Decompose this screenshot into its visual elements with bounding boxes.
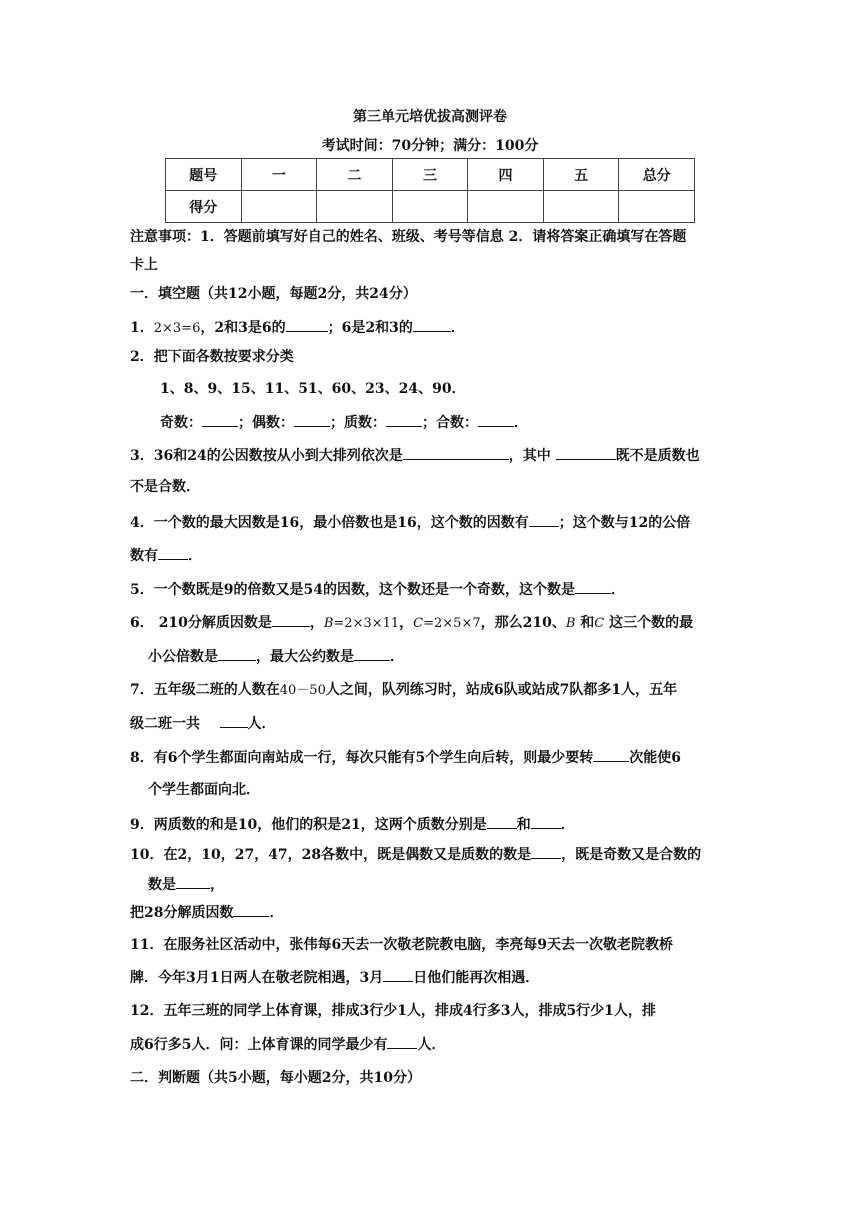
- score-header-cell: 三: [392, 159, 468, 191]
- section-heading-true-false: 二．判断题（共5小题，每小题2分，共10分）: [130, 1070, 421, 1086]
- question-10-cont: [130, 903, 730, 922]
- score-header-cell: 五: [543, 159, 619, 191]
- q1-text: ，2和3是6的: [200, 320, 286, 336]
- q10-text: 10．在2，10，27，47，28各数中，既是偶数又是质数的数是: [130, 847, 532, 863]
- q4-text: ；这个数与12的公倍: [558, 515, 691, 531]
- q12-text: 人．: [417, 1037, 446, 1053]
- q7-text: 级二班一共: [130, 716, 200, 732]
- answer-blank[interactable]: [387, 1035, 417, 1049]
- score-row-label: 得分: [166, 191, 242, 223]
- question-4: [130, 513, 730, 532]
- score-cell[interactable]: [543, 191, 619, 223]
- question-11-cont: [130, 968, 730, 987]
- q6-text: ，: [309, 615, 324, 631]
- answer-blank[interactable]: [531, 815, 561, 829]
- exam-subtitle: 考试时间：70分钟；满分：100分: [321, 138, 539, 154]
- q12-text: 成6行多5人．问：上体育课的同学最少有: [130, 1037, 388, 1053]
- q6-text: ，最大公约数是: [256, 649, 354, 665]
- answer-blank[interactable]: [529, 513, 559, 527]
- question-3: [130, 446, 730, 465]
- q2-label-odd: 奇数：: [160, 415, 202, 431]
- q1-text: ．: [450, 320, 465, 336]
- score-cell[interactable]: [468, 191, 544, 223]
- notice-line: 卡上: [130, 257, 158, 273]
- score-header-cell: 题号: [166, 159, 242, 191]
- question-3-cont: 不是合数．: [130, 479, 200, 495]
- q7-text: 人．: [247, 716, 276, 732]
- answer-blank[interactable]: [593, 748, 629, 762]
- q2-categories: [160, 413, 760, 432]
- q6-text: ，那么210、: [480, 615, 566, 631]
- q7-text: 人之间，队列练习时，站成6队或站成7队都多1人，五年: [325, 682, 678, 698]
- q6-text: 和: [575, 615, 595, 631]
- q5-text: 5．一个数既是9的倍数又是54的因数，这个数还是一个奇数，这个数是: [130, 582, 575, 598]
- q6-var-c: C: [413, 616, 424, 631]
- q1-math: 2×3=6: [153, 321, 201, 336]
- q6-math: =2×3×11: [333, 616, 400, 631]
- answer-blank[interactable]: [383, 968, 413, 982]
- q6-var-b: B: [565, 616, 576, 631]
- answer-blank[interactable]: [202, 413, 238, 427]
- q10-text: 数是: [148, 877, 176, 893]
- question-6: [130, 613, 730, 633]
- question-6-cont: [148, 647, 748, 666]
- answer-blank[interactable]: [176, 875, 210, 889]
- answer-blank[interactable]: [487, 815, 517, 829]
- q6-var-c: C: [594, 616, 605, 631]
- answer-blank[interactable]: [286, 318, 328, 332]
- q6-text: ．: [390, 649, 404, 665]
- question-1: [130, 318, 730, 338]
- q1-text: ；6是2和3的: [327, 320, 413, 336]
- q2-numbers: 1、8、9、15、11、51、60、23、24、90．: [160, 381, 466, 397]
- q2-label-prime: ；质数：: [330, 415, 386, 431]
- answer-blank[interactable]: [403, 446, 509, 460]
- answer-blank[interactable]: [556, 446, 616, 460]
- q9-text: 和: [516, 817, 531, 833]
- score-table-header-row: [166, 159, 695, 191]
- q6-text: 这三个数的最: [604, 615, 694, 631]
- question-9: [130, 815, 730, 834]
- question-7: [130, 681, 730, 700]
- q6-math: =2×5×7: [423, 616, 481, 631]
- question-12: 12．五年三班的同学上体育课，排成3行少1人，排成4行多3人，排成5行少1人，排: [130, 1003, 656, 1019]
- answer-blank[interactable]: [413, 318, 451, 332]
- question-2: 2．把下面各数按要求分类: [130, 349, 294, 365]
- score-table: [165, 158, 695, 223]
- section-heading-fill-blank: 一．填空题（共12小题，每题2分，共24分）: [130, 286, 417, 302]
- q6-text: 小公倍数是: [148, 649, 218, 665]
- q6-var-b: B: [323, 616, 334, 631]
- question-11: 11．在服务社区活动中，张伟每6天去一次敬老院教电脑，李亮每9天去一次敬老院教桥: [130, 937, 673, 953]
- q8-text: 8．有6个学生都面向南站成一行，每次只能有5个学生向后转，则最少要转: [130, 750, 594, 766]
- q2-text: ．: [514, 415, 528, 431]
- answer-blank[interactable]: [478, 413, 514, 427]
- answer-blank[interactable]: [233, 903, 269, 917]
- q4-text: 4．一个数的最大因数是16，最小倍数也是16，这个数的因数有: [130, 515, 529, 531]
- q10-text: ，既是奇数又是合数的: [561, 847, 702, 863]
- notice-line: 注意事项：1．答题前填写好自己的姓名、班级、考号等信息 2．请将答案正确填写在答题: [130, 229, 687, 245]
- q6-text: 6． 210分解质因数是: [130, 615, 272, 631]
- score-header-cell: 四: [468, 159, 544, 191]
- question-10-cont: [148, 875, 748, 894]
- q8-text: 次能使6: [629, 750, 681, 766]
- q6-text: ，: [399, 615, 414, 631]
- q11-text: 日他们能再次相遇．: [413, 970, 540, 986]
- score-cell[interactable]: [392, 191, 468, 223]
- question-12-cont: [130, 1035, 730, 1054]
- q3-text: ，其中: [508, 448, 556, 464]
- score-table-score-row: [166, 191, 695, 223]
- question-8: [130, 748, 730, 767]
- question-10: [130, 845, 730, 864]
- score-header-cell: 总分: [619, 159, 695, 191]
- q4-text: ．: [188, 548, 202, 564]
- q2-label-even: ；偶数：: [238, 415, 294, 431]
- q11-text: 牌．今年3月1日两人在敬老院相遇，3月: [130, 970, 384, 986]
- q10-text: ．: [269, 905, 284, 921]
- q10-text: 把28分解质因数: [130, 905, 234, 921]
- q7-math: 40－50: [279, 683, 326, 698]
- score-header-cell: 一: [241, 159, 317, 191]
- answer-blank[interactable]: [386, 413, 422, 427]
- answer-blank[interactable]: [158, 546, 188, 560]
- q4-text: 数有: [130, 548, 158, 564]
- q5-text: ．: [610, 582, 625, 598]
- q7-text: 7．五年级二班的人数在: [130, 682, 280, 698]
- answer-blank[interactable]: [575, 580, 611, 594]
- score-header-cell: 二: [317, 159, 393, 191]
- score-cell[interactable]: [241, 191, 317, 223]
- answer-blank[interactable]: [272, 613, 310, 627]
- exam-title: 第三单元培优拔高测评卷: [353, 109, 507, 125]
- question-5: [130, 580, 730, 599]
- question-7-cont: [130, 714, 730, 733]
- q9-text: 9．两质数的和是10，他们的积是21，这两个质数分别是: [130, 817, 487, 833]
- answer-blank[interactable]: [531, 845, 561, 859]
- q3-text: 3．36和24的公因数按从小到大排列依次是: [130, 448, 403, 464]
- answer-blank[interactable]: [218, 647, 256, 661]
- q1-number: 1．: [130, 320, 154, 336]
- score-cell[interactable]: [619, 191, 695, 223]
- question-4-cont: [130, 546, 730, 565]
- answer-blank[interactable]: [294, 413, 330, 427]
- q2-label-composite: ；合数：: [422, 415, 478, 431]
- q10-text: ，: [210, 877, 224, 893]
- question-8-cont: 个学生都面向北．: [148, 782, 260, 798]
- q3-text: 既不是质数也: [615, 448, 700, 464]
- answer-blank[interactable]: [354, 647, 390, 661]
- answer-blank[interactable]: [220, 714, 248, 728]
- q9-text: ．: [560, 817, 575, 833]
- score-cell[interactable]: [317, 191, 393, 223]
